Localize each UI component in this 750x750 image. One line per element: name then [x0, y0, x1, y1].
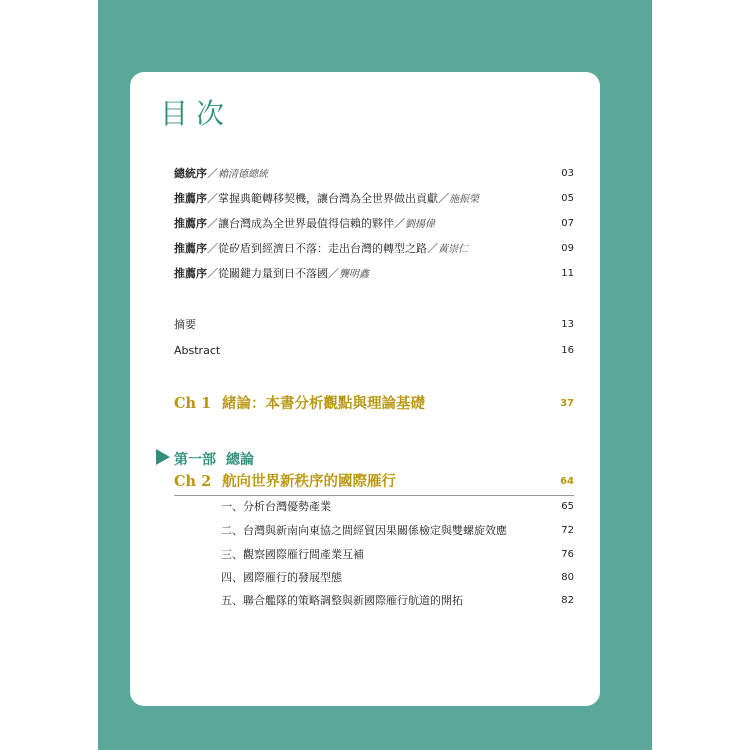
page-number: 80: [561, 572, 574, 583]
page-number: 07: [561, 218, 574, 229]
entry-label: 推薦序: [174, 192, 207, 205]
entry-label: 總統序: [174, 167, 207, 180]
part-heading: [156, 449, 254, 469]
toc-entry-preface[interactable]: [174, 266, 574, 282]
entry-author: 龔明鑫: [339, 269, 369, 280]
entry-label: 推薦序: [174, 267, 207, 280]
toc-entry-preface[interactable]: [174, 216, 574, 232]
section-title: 五、聯合艦隊的策略調整與新國際雁行航道的開拓: [221, 594, 463, 607]
entry-title: ／掌握典範轉移契機，讓台灣為全世界做出貢獻／: [207, 192, 449, 205]
page-title: 目次: [160, 97, 233, 130]
toc-entry-chapter-1[interactable]: [174, 394, 574, 414]
toc-entry-section[interactable]: [221, 547, 574, 563]
page-number: 16: [561, 345, 574, 356]
play-arrow-icon: [156, 449, 170, 465]
entry-author: 施振榮: [449, 194, 479, 205]
entry-title: Abstract: [174, 344, 221, 357]
section-title: 一、分析台灣優勢產業: [221, 500, 331, 513]
toc-entry-section[interactable]: [221, 523, 574, 539]
section-title: 四、國際雁行的發展型態: [221, 571, 342, 584]
toc-entry-section[interactable]: [221, 499, 574, 515]
page-number: 03: [561, 168, 574, 179]
toc-entry-preface[interactable]: [174, 191, 574, 207]
toc-entry-abstract[interactable]: [174, 343, 574, 359]
entry-author: 劉揚偉: [405, 219, 435, 230]
toc-entry-preface[interactable]: [174, 241, 574, 257]
chapter-number: Ch 2: [174, 473, 212, 490]
entry-title: 摘要: [174, 318, 196, 331]
page-number: 11: [561, 268, 574, 279]
page-number: 13: [561, 319, 574, 330]
page-number: 64: [560, 476, 574, 487]
page-number: 05: [561, 193, 574, 204]
part-name: 總論: [226, 452, 254, 468]
page-number: 09: [561, 243, 574, 254]
chapter-number: Ch 1: [174, 395, 212, 412]
section-title: 二、台灣與新南向東協之間經貿因果關係檢定與雙螺旋效應: [221, 524, 507, 537]
entry-author: 賴清德總統: [218, 169, 268, 180]
toc-entry-section[interactable]: [221, 593, 574, 609]
entry-title: ／: [207, 167, 218, 180]
page-number: 72: [561, 525, 574, 536]
chapter-divider: [174, 495, 574, 496]
toc-entry-summary[interactable]: [174, 317, 574, 333]
entry-author: 黃崇仁: [438, 244, 468, 255]
entry-title: ／從關鍵力量到日不落國／: [207, 267, 339, 280]
part-label: 第一部: [174, 452, 216, 468]
page-number: 82: [561, 595, 574, 606]
page-number: 37: [560, 398, 574, 409]
entry-label: 推薦序: [174, 217, 207, 230]
toc-entry-section[interactable]: [221, 570, 574, 586]
entry-title: ／從矽盾到經濟日不落：走出台灣的轉型之路／: [207, 242, 438, 255]
toc-entry-chapter-2[interactable]: [174, 472, 574, 492]
entry-label: 推薦序: [174, 242, 207, 255]
section-title: 三、觀察國際雁行間產業互補: [221, 548, 364, 561]
page-number: 65: [561, 501, 574, 512]
page-number: 76: [561, 549, 574, 560]
chapter-title: 航向世界新秩序的國際雁行: [222, 473, 396, 490]
toc-entry-preface[interactable]: [174, 166, 574, 182]
chapter-title: 緒論：本書分析觀點與理論基礎: [222, 395, 425, 412]
entry-title: ／讓台灣成為全世界最值得信賴的夥伴／: [207, 217, 405, 230]
